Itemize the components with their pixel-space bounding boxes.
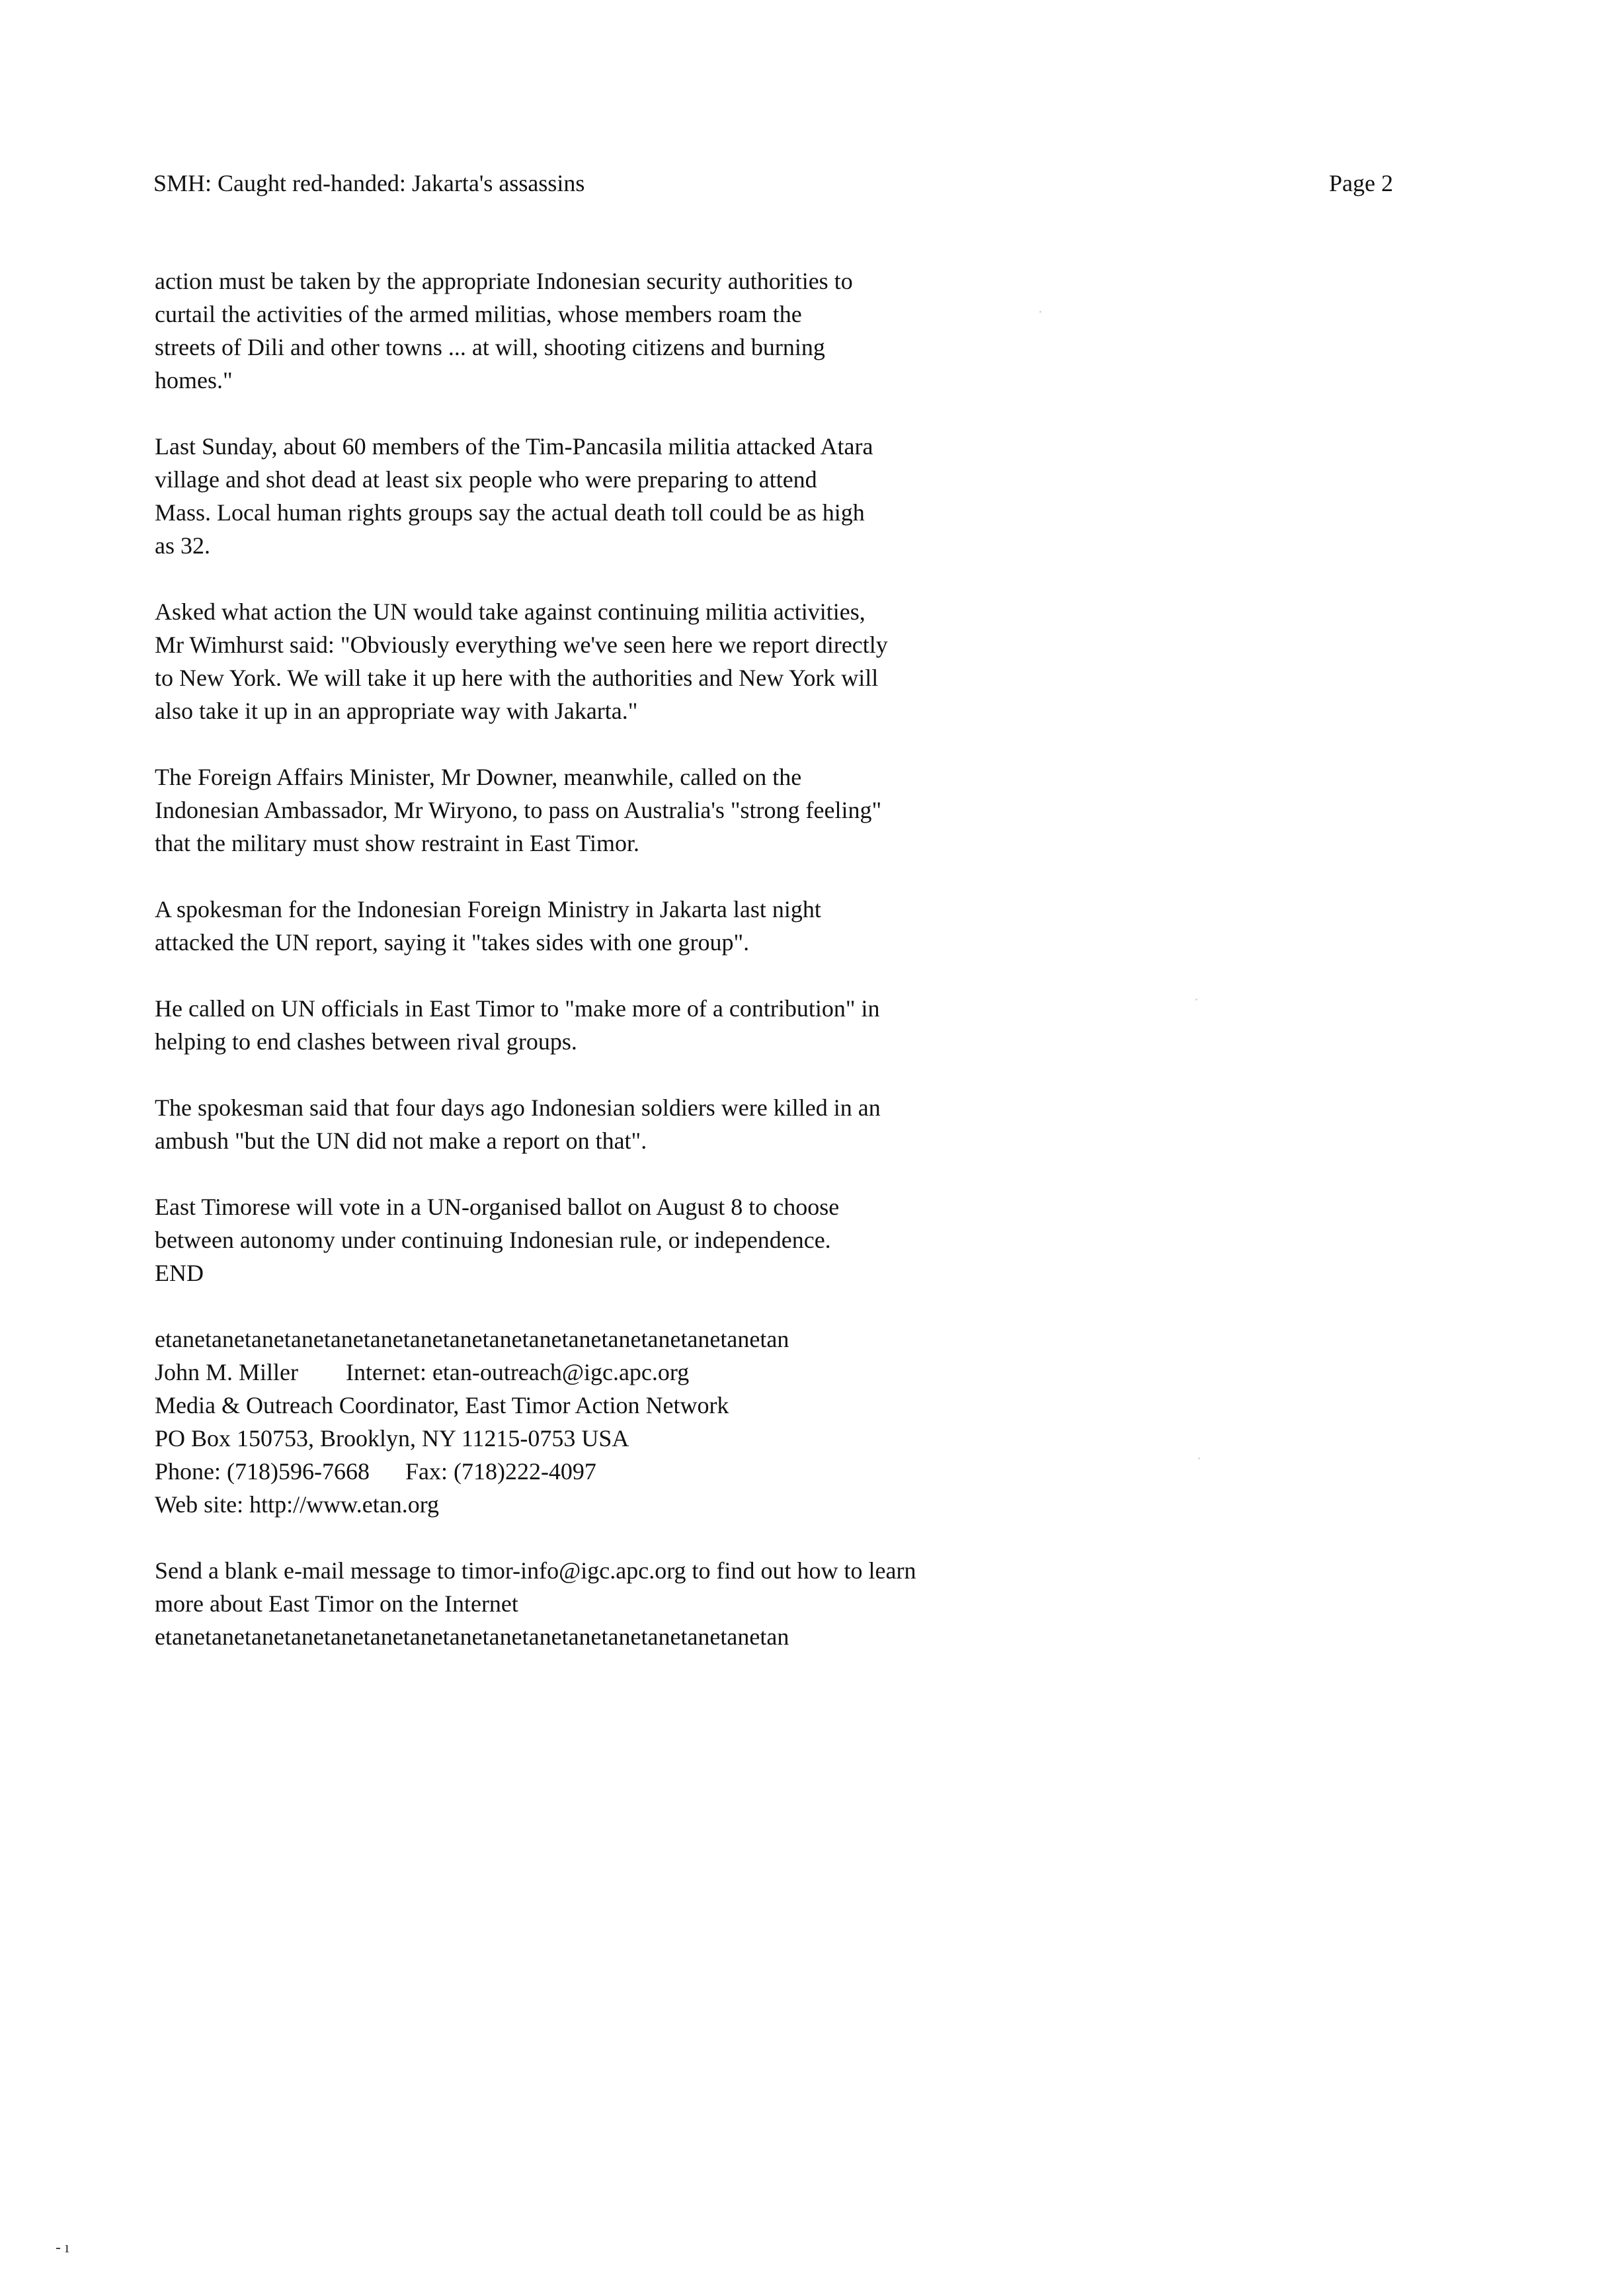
text-line: Phone: (718)596-7668 Fax: (718)222-4097 <box>155 1458 596 1485</box>
paragraph <box>155 1323 1411 1521</box>
text-line: homes." <box>155 367 233 393</box>
text-line: village and shot dead at least six people who were preparing to attend <box>155 466 817 493</box>
text-line: also take it up in an appropriate way with Jakarta." <box>155 698 638 724</box>
paragraph <box>155 760 1411 860</box>
document-header-title: SMH: Caught red-handed: Jakarta's assassins <box>153 170 585 196</box>
text-line: between autonomy under continuing Indonesian rule, or independence. <box>155 1227 831 1253</box>
paragraph <box>155 1554 1411 1653</box>
text-line: The Foreign Affairs Minister, Mr Downer, meanwhile, called on the <box>155 764 802 790</box>
text-line: ambush "but the UN did not make a report on that". <box>155 1128 647 1154</box>
text-line: attacked the UN report, saying it "takes sides with one group". <box>155 929 750 956</box>
text-line: Indonesian Ambassador, Mr Wiryono, to pass on Australia's "strong feeling" <box>155 797 882 823</box>
text-line: Mass. Local human rights groups say the actual death toll could be as high <box>155 499 865 526</box>
text-line: Mr Wimhurst said: "Obviously everything we've seen here we report directly <box>155 632 888 658</box>
paragraph <box>155 992 1411 1058</box>
scan-speck <box>1195 999 1197 1001</box>
text-line: Send a blank e-mail message to timor-info@igc.apc.org to find out how to learn <box>155 1557 916 1584</box>
text-line: streets of Dili and other towns ... at will, shooting citizens and burning <box>155 334 825 360</box>
text-line: The spokesman said that four days ago Indonesian soldiers were killed in an <box>155 1094 881 1121</box>
paragraph <box>155 1190 1411 1290</box>
paragraph <box>155 893 1411 959</box>
text-line: A spokesman for the Indonesian Foreign Ministry in Jakarta last night <box>155 896 821 922</box>
paragraph <box>155 265 1411 397</box>
paragraph <box>155 430 1411 562</box>
text-line: as 32. <box>155 532 210 559</box>
article-body <box>155 265 1411 1686</box>
text-line: action must be taken by the appropriate Indonesian security authorities to <box>155 268 853 294</box>
paragraph <box>155 595 1411 727</box>
text-line: Asked what action the UN would take against continuing militia activities, <box>155 598 865 625</box>
text-line: END <box>155 1260 204 1286</box>
text-line: curtail the activities of the armed militias, whose members roam the <box>155 301 802 327</box>
text-line: Media & Outreach Coordinator, East Timor Action Network <box>155 1392 729 1418</box>
page-number: Page 2 <box>1329 170 1393 196</box>
paragraph <box>155 1091 1411 1157</box>
scan-speck <box>1039 311 1041 313</box>
text-line: helping to end clashes between rival groups. <box>155 1028 577 1055</box>
text-line: Last Sunday, about 60 members of the Tim-Pancasila militia attacked Atara <box>155 433 873 460</box>
text-line: to New York. We will take it up here with the authorities and New York will <box>155 665 879 691</box>
text-line: that the military must show restraint in East Timor. <box>155 830 639 856</box>
text-line: more about East Timor on the Internet <box>155 1590 518 1617</box>
scan-speck <box>1198 1457 1200 1459</box>
text-line: Web site: http://www.etan.org <box>155 1491 440 1518</box>
text-line: East Timorese will vote in a UN-organised ballot on August 8 to choose <box>155 1194 840 1220</box>
text-line: John M. Miller Internet: etan-outreach@igc.apc.org <box>155 1359 690 1385</box>
scan-mark: - ı <box>56 2239 69 2256</box>
text-line: He called on UN officials in East Timor to "make more of a contribution" in <box>155 995 880 1022</box>
text-line: etanetanetanetanetanetanetanetanetanetanetanetanetanetanetanetan <box>155 1326 789 1352</box>
text-line: etanetanetanetanetanetanetanetanetanetanetanetanetanetanetanetan <box>155 1623 789 1650</box>
text-line: PO Box 150753, Brooklyn, NY 11215-0753 USA <box>155 1425 629 1452</box>
